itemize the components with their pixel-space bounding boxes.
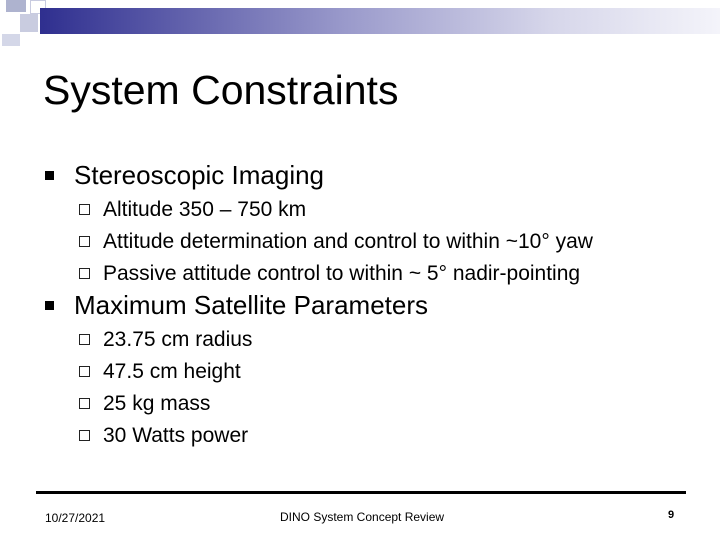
- footer-divider: [36, 491, 686, 494]
- footer-title: DINO System Concept Review: [280, 510, 445, 524]
- page-number: 9: [668, 509, 675, 521]
- hollow-square-bullet-icon: [79, 236, 90, 247]
- sub-bullet-text: 30 Watts power: [103, 424, 249, 447]
- decorative-square: [6, 0, 26, 12]
- sub-bullet-text: Passive attitude control to within ~ 5° nadir-pointing: [103, 262, 581, 285]
- decorative-square: [20, 14, 38, 32]
- bullet-text: Stereoscopic Imaging: [74, 160, 325, 190]
- bullet-text: Maximum Satellite Parameters: [74, 290, 428, 320]
- slide-title: System Constraints: [43, 67, 399, 113]
- sub-bullet-text: 25 kg mass: [103, 392, 211, 415]
- hollow-square-bullet-icon: [79, 334, 90, 345]
- hollow-square-bullet-icon: [79, 366, 90, 377]
- square-bullet-icon: [45, 171, 54, 180]
- hollow-square-bullet-icon: [79, 268, 90, 279]
- hollow-square-bullet-icon: [79, 398, 90, 409]
- sub-bullet-text: 23.75 cm radius: [103, 328, 253, 351]
- sub-bullet-text: 47.5 cm height: [103, 360, 241, 383]
- footer-date: 10/27/2021: [45, 511, 106, 525]
- hollow-square-bullet-icon: [79, 204, 90, 215]
- sub-bullet-text: Altitude 350 – 750 km: [103, 198, 307, 221]
- hollow-square-bullet-icon: [79, 430, 90, 441]
- decorative-square: [0, 14, 18, 32]
- sub-bullet-text: Attitude determination and control to within ~10° yaw: [103, 230, 593, 253]
- decorative-square: [2, 34, 20, 46]
- header-gradient-bar: [40, 8, 720, 34]
- square-bullet-icon: [45, 301, 54, 310]
